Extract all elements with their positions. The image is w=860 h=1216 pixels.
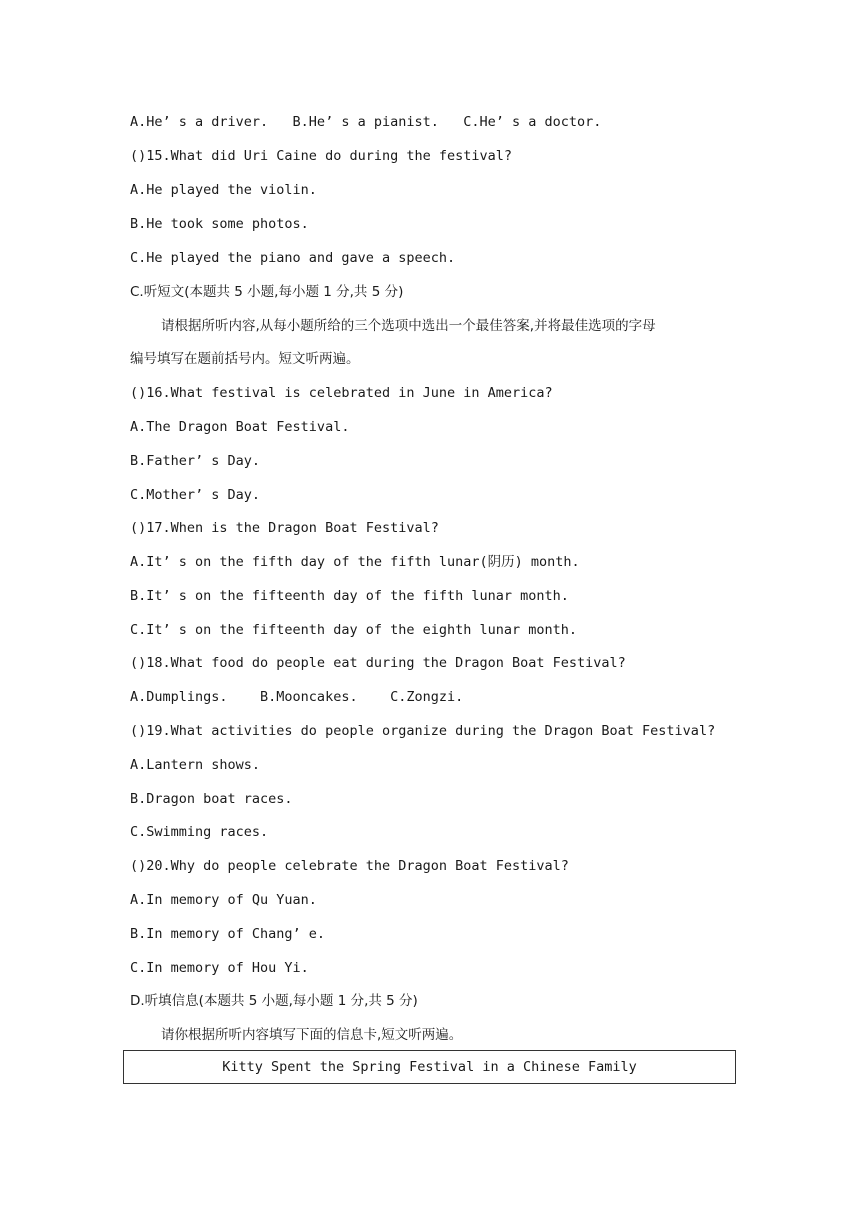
q17-option-a: A.It’ s on the fifth day of the fifth lunar(阴历) month. <box>130 554 580 570</box>
q17-option-b: B.It’ s on the fifteenth day of the fifth lunar month. <box>130 588 569 604</box>
q16-option-a: A.The Dragon Boat Festival. <box>130 419 350 435</box>
section-c-heading: C.听短文(本题共 5 小题,每小题 1 分,共 5 分) <box>130 284 404 300</box>
section-c-instruction-2: 编号填写在题前括号内。短文听两遍。 <box>130 351 360 367</box>
q16-question: ()16.What festival is celebrated in June in America? <box>130 385 553 401</box>
q20-option-c: C.In memory of Hou Yi. <box>130 960 309 976</box>
section-d-heading: D.听填信息(本题共 5 小题,每小题 1 分,共 5 分) <box>130 993 418 1009</box>
q17-option-c: C.It’ s on the fifteenth day of the eighth lunar month. <box>130 622 578 638</box>
section-c-instruction-1: 请根据所听内容,从每小题所给的三个选项中选出一个最佳答案,并将最佳选项的字母 <box>161 318 656 334</box>
q19-option-b: B.Dragon boat races. <box>130 791 293 807</box>
q19-option-c: C.Swimming races. <box>130 824 269 840</box>
q15-option-b: B.He took some photos. <box>130 216 309 232</box>
info-card <box>123 1050 736 1084</box>
q14-options: A.He’ s a driver. B.He’ s a pianist. C.He’ s a doctor. <box>130 114 602 130</box>
q19-option-a: A.Lantern shows. <box>130 757 261 773</box>
q15-option-c: C.He played the piano and gave a speech. <box>130 250 456 266</box>
q20-question: ()20.Why do people celebrate the Dragon Boat Festival? <box>130 858 569 874</box>
section-d-instruction: 请你根据所听内容填写下面的信息卡,短文听两遍。 <box>161 1027 463 1043</box>
q18-options: A.Dumplings. B.Mooncakes. C.Zongzi. <box>130 689 464 705</box>
q16-option-c: C.Mother’ s Day. <box>130 487 261 503</box>
q20-option-b: B.In memory of Chang’ e. <box>130 926 326 942</box>
q15-question: ()15.What did Uri Caine do during the festival? <box>130 148 513 164</box>
info-card-title: Kitty Spent the Spring Festival in a Chinese Family <box>222 1059 637 1075</box>
q18-question: ()18.What food do people eat during the Dragon Boat Festival? <box>130 655 626 671</box>
q19-question: ()19.What activities do people organize during the Dragon Boat Festival? <box>130 723 716 739</box>
q17-question: ()17.When is the Dragon Boat Festival? <box>130 520 439 536</box>
q15-option-a: A.He played the violin. <box>130 182 317 198</box>
q16-option-b: B.Father’ s Day. <box>130 453 261 469</box>
q20-option-a: A.In memory of Qu Yuan. <box>130 892 317 908</box>
